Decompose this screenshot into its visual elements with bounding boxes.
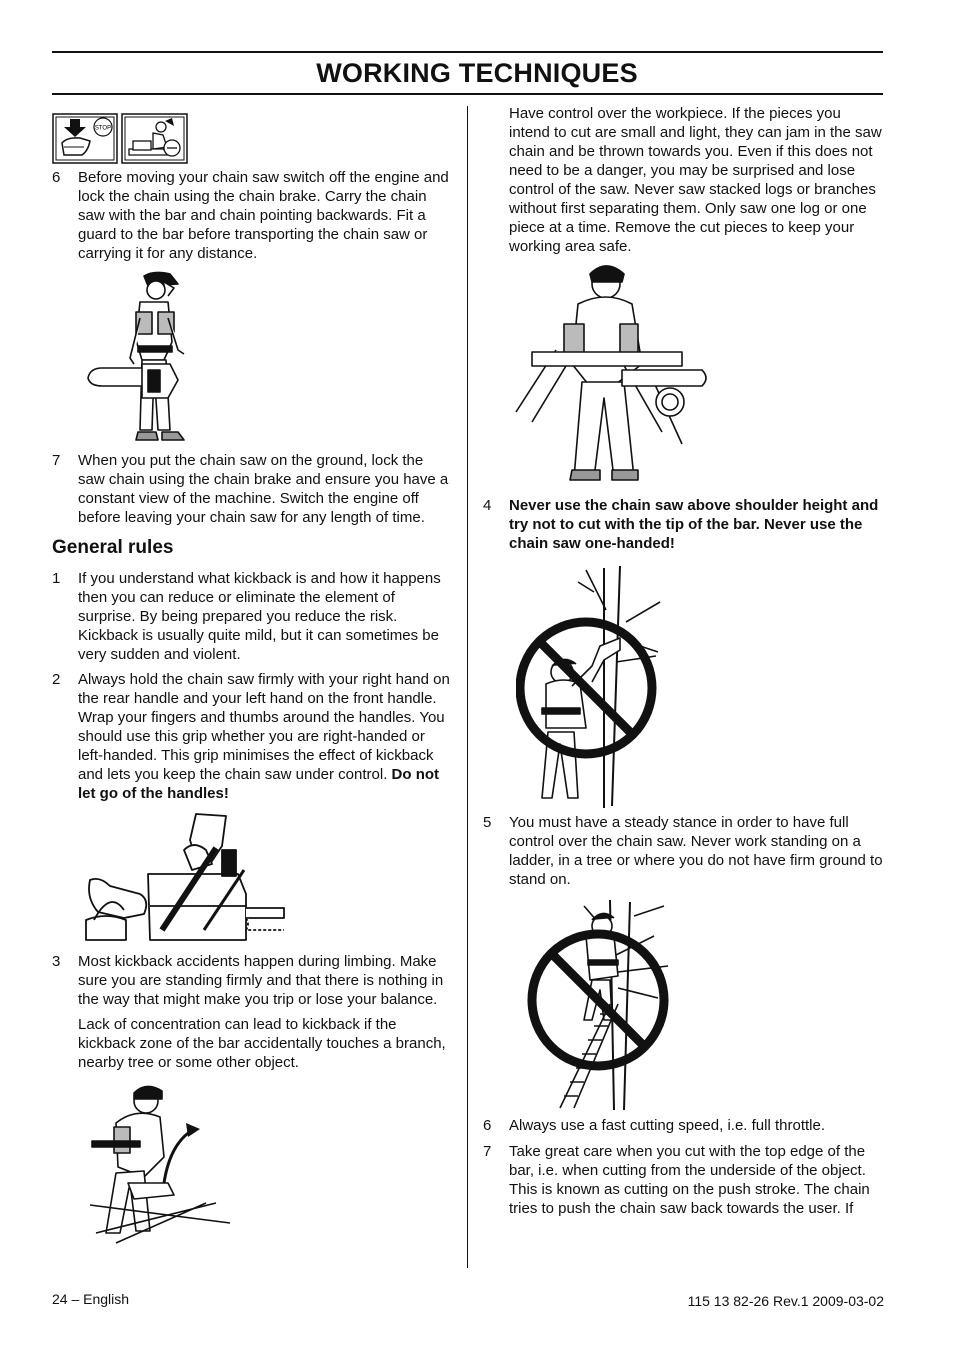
list-text: Always hold the chain saw firmly with your right hand on the rear handle and your left hand on the front handle. Wrap your fingers and thumbs around the handles. You should use this grip whether you are right-handed or left-handed. This grip minimises the effect of kickback and lets you keep the chain saw under control. <box>78 671 450 783</box>
stop-engine-icon <box>52 113 118 164</box>
list-text: Most kickback accidents happen during limbing. Make sure you are standing firmly and that there is nothing in the way that might make you trip or lose your balance. <box>78 953 444 1008</box>
list-text-continued: Lack of concentration can lead to kickback if the kickback zone of the bar accidentally touches a branch, nearby tree or some other object. <box>78 1016 446 1071</box>
prohibited-ladder-illustration <box>514 896 684 1110</box>
header-top-rule <box>52 51 883 53</box>
list-number: 5 <box>483 814 492 831</box>
list-number: 2 <box>52 671 61 688</box>
list-number: 3 <box>52 953 61 970</box>
rule-item-7 <box>483 1142 885 1218</box>
limbing-kickback-illustration <box>86 1083 236 1255</box>
sawhorse-cutting-illustration <box>512 262 712 490</box>
carrying-chainsaw-illustration <box>82 268 197 448</box>
list-text-bold: Do not let go of the handles! <box>78 766 440 802</box>
prohibited-above-shoulder-illustration <box>516 562 666 808</box>
rule-item-4 <box>483 496 885 553</box>
list-text: Before moving your chain saw switch off the engine and lock the chain using the chain brake. Carry the chain saw with the bar and chain pointing backwards. Fit a guard to the bar before transporting the chain saw or carrying it for any distance. <box>78 169 449 262</box>
list-number: 6 <box>483 1117 492 1134</box>
document-reference: 115 13 82-26 Rev.1 2009-03-02 <box>687 1293 884 1309</box>
section-heading-general-rules: General rules <box>52 537 174 558</box>
list-text: When you put the chain saw on the ground, lock the saw chain using the chain brake and ensure you have a constant view of the machine. Switch the engine off before leaving your chain saw for any length of time. <box>78 452 449 526</box>
rule-item-6 <box>483 1116 885 1135</box>
list-number: 4 <box>483 497 492 514</box>
list-text: Take great care when you cut with the top edge of the bar, i.e. when cutting from the underside of the object. This is known as cutting on the push stroke. The chain tries to push the chain saw back towards the user. If <box>509 1143 870 1217</box>
page-number: 24 – English <box>52 1291 130 1307</box>
stop-sign-label: STOP <box>94 125 112 132</box>
list-text: You must have a steady stance in order to have full control over the chain saw. Never work standing on a ladder, in a tree or where you do not have firm ground to stand on. <box>509 814 883 888</box>
list-text: If you understand what kickback is and how it happens then you can reduce or eliminate the element of surprise. By being prepared you reduce the risk. Kickback is usually quite mild, but it can sometimes be very sudden and violent. <box>78 570 441 663</box>
workpiece-paragraph: Have control over the workpiece. If the pieces you intend to cut are small and light, they can jam in the saw chain and be thrown towards you. Even if this does not need to be a danger, you may be surprised and lose control of the saw. Never saw stacked logs or branches without first separating them. Only saw one log or one piece at a time. Remove the cut pieces to keep your working area safe. <box>509 105 882 255</box>
list-number: 7 <box>52 452 61 469</box>
handle-grip-illustration <box>84 810 289 950</box>
rule-item-5 <box>483 813 885 889</box>
list-item-7 <box>52 451 452 527</box>
list-number: 7 <box>483 1143 492 1160</box>
chain-brake-icon <box>121 113 188 164</box>
list-item-6 <box>52 168 452 263</box>
list-text-bold: Never use the chain saw above shoulder height and try not to cut with the tip of the bar. Never use the chain saw one-handed! <box>509 497 879 552</box>
list-number: 6 <box>52 169 61 186</box>
list-number: 1 <box>52 570 61 587</box>
page-title: WORKING TECHNIQUES <box>316 58 638 88</box>
header-bottom-rule <box>52 93 883 95</box>
rule-item-2 <box>52 670 452 803</box>
column-divider <box>467 106 468 1268</box>
list-text: Always use a fast cutting speed, i.e. full throttle. <box>509 1117 825 1134</box>
rule-item-1 <box>52 569 452 664</box>
rule-item-3 <box>52 952 452 1072</box>
